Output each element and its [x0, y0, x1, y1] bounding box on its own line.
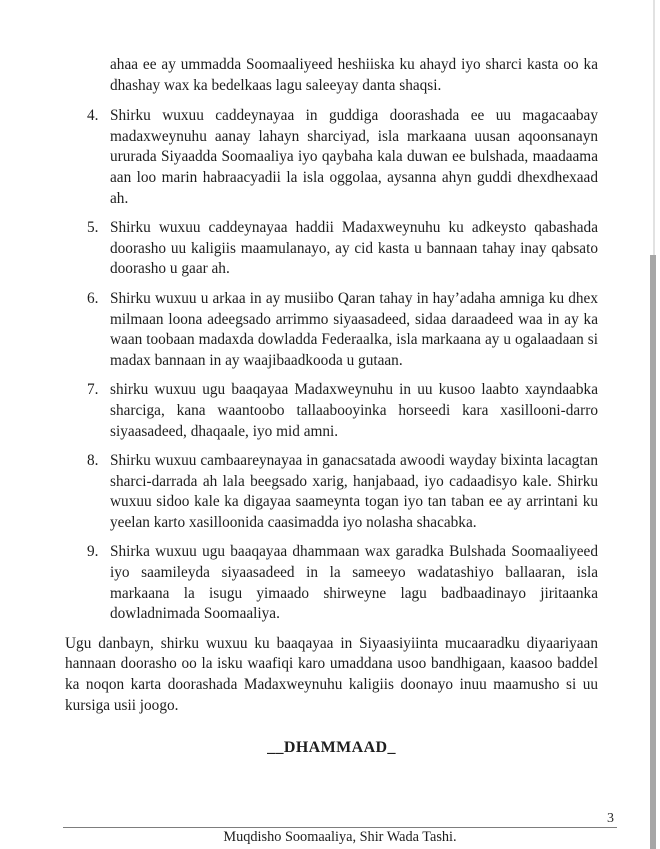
footer-text: Muqdisho Soomaaliya, Shir Wada Tashi.	[223, 829, 457, 845]
list-item-number: 9.	[87, 543, 99, 561]
list-item-number: 5.	[87, 219, 99, 237]
list-item-text: Shirka wuxuu ugu baaqayaa dhammaan wax garadka Bulshada Soomaaliyeed iyo saamileyda siyaasadeed in la sameeyo wadatashiyo ballaaran, isla markaana la isugu yimaado shirweyne lagu badbaadinayo jiritaanka dowladnimada Soomaaliya.	[110, 543, 598, 623]
continuation-paragraph: ahaa ee ay ummadda Soomaaliyeed heshiiska ku ahayd iyo sharci kasta oo ka dhashay wax ka bedelkaas lagu saleeyay danta shaqsi.	[110, 56, 598, 94]
list-item	[65, 218, 598, 280]
page-number: 3	[607, 811, 614, 826]
closing-paragraph: Ugu danbayn, shirku wuxuu ku baaqayaa in Siyaasiyiinta mucaaradku diyaariyaan hannaan doorasho oo la isku waafiqi karo umaddana usoo bandhigaan, kaasoo baddel ka noqon karta doorashada Madaxweynuhu kaligiis doonayo inuu maamusho si uu kursiga usii joogo.	[65, 634, 598, 714]
list-item	[65, 451, 598, 533]
document-body	[65, 55, 598, 759]
list-item-number: 7.	[87, 381, 99, 399]
list-item-number: 6.	[87, 289, 99, 307]
list-item-text: shirku wuxuu ugu baaqayaa Madaxweynuhu in uu kusoo laabto xayndaabka sharciga, kana waantoobo tallaabooyinka horseedi kara xasillooni-darro siyaasadeed, dhaqaale, iyo mid amni.	[110, 381, 598, 440]
list-item-number: 4.	[87, 107, 99, 125]
list-item-text: Shirku wuxuu cambaareynayaa in ganacsatada awoodi wayday bixinta lacagtan sharci-darrada ah lala beegsado xarig, hanjabaad, iyo cadaadisyo kale. Shirku wuxuu sidoo kale ka digayaa saameynta togan iyo tan taban ee ay arrintani ku yeelan karto xasilloonida caasimadda iyo nolasha shacabka.	[110, 452, 598, 531]
list-item	[65, 380, 598, 442]
list-item-text: Shirku wuxuu caddeynayaa in guddiga doorashada ee uu magacaabay madaxweynuhu aanay lahayn sharciyad, isla markaana uusan aqoonsanayn ururada Siyaadda Soomaaliya iyo qaybaha kala duwan ee bulshada, maadaama aan loo marin habraacyadii la isla oggolaa, aysanna ahyn guddi dhexdhexaad ah.	[110, 107, 598, 207]
list-item	[65, 106, 598, 209]
list-item-text: Shirku wuxuu caddeynayaa haddii Madaxweynuhu ku adkeysto qabashada doorasho uu kaligiis maamulanayo, ay cid kasta u bannaan tahay inay qabsato doorasho u gaar ah.	[110, 219, 598, 278]
page-footer	[63, 811, 617, 846]
list-item	[65, 289, 598, 371]
list-item	[65, 542, 598, 624]
list-item-number: 8.	[87, 452, 99, 470]
footer-rule	[63, 827, 617, 828]
scrollbar-thumb[interactable]	[650, 255, 656, 849]
end-marker: __DHAMMAAD_	[267, 739, 396, 757]
list-item-text: Shirku wuxuu u arkaa in ay musiibo Qaran tahay in hay’adaha amniga ku dhex milmaan loona adeegsado arrimmo siyaasadeed, sidaa daraadeed waa in ay ka waan toobaan madaxda dowladda Federaalka, isla markaana ay u ogalaadaan si madax bannaan in ay waajibaadkooda u gutaan.	[110, 289, 598, 369]
